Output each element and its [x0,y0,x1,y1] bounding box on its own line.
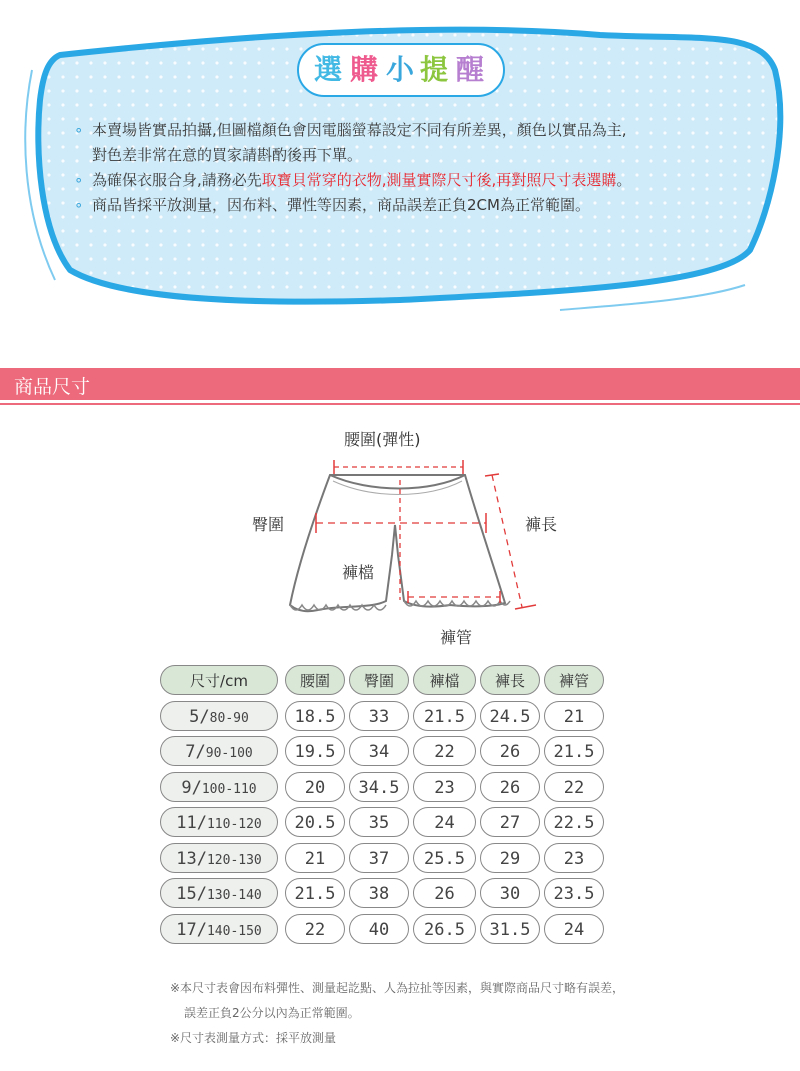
hip-cell: 33 [349,701,409,731]
notice-note-2-highlight-1: 取寶貝常穿的衣物,測量實際尺寸後, [261,171,497,189]
diagram-label-rise: 褲檔 [342,563,375,582]
size-cell [160,914,278,944]
length-cell: 31.5 [480,914,540,944]
notice-note-2-prefix: 為確保衣服合身,請務必先 [92,171,262,189]
header-rise: 褲檔 [413,665,476,695]
hem-cell: 24 [544,914,604,944]
size-cell [160,878,278,908]
length-cell: 24.5 [480,701,540,731]
size-separator: / [196,884,207,904]
waist-cell: 21.5 [285,878,345,908]
notice-note-3-text: 商品皆採平放測量，因布料、彈性等因素，商品誤差正負2CM為正常範圍。 [92,196,590,214]
length-cell: 29 [480,843,540,873]
size-height-range: 90-100 [205,746,253,761]
rise-cell: 24 [413,807,476,837]
hem-cell: 21 [544,701,604,731]
size-separator: / [196,919,207,940]
size-number: 15 [176,884,197,904]
size-height-range: 80-90 [209,710,249,726]
hip-cell: 38 [349,878,409,908]
notice-notes [74,118,774,218]
size-cell [160,843,278,873]
size-height-range: 120-130 [206,852,262,868]
header-size: 尺寸/cm [160,665,278,695]
size-number: 11 [176,813,197,833]
shorts-measurement-diagram [0,405,800,655]
notice-note-2 [74,168,774,193]
notice-note-1-line-2: 對色差非常在意的買家請斟酌後再下單。 [92,146,363,164]
notice-note-2-suffix: 。 [616,171,632,189]
length-cell: 27 [480,807,540,837]
hip-cell: 40 [349,914,409,944]
size-cell [160,736,278,766]
hem-cell: 22.5 [544,807,604,837]
hem-cell: 23.5 [544,878,604,908]
header-hem: 褲管 [544,665,604,695]
diagram-label-waist: 腰圍(彈性) [344,430,421,449]
size-separator: / [199,706,210,727]
waist-cell: 21 [285,843,345,873]
footnote-2: 誤差正負2公分以內為正常範圍。 [184,1006,360,1020]
notice-note-3 [74,193,774,218]
diagram-label-hem: 褲管 [440,628,473,647]
section-title: 商品尺寸 [14,376,91,398]
bullet-icon: ∘ [74,121,84,139]
waist-cell: 18.5 [285,701,345,731]
size-number: 17 [176,919,197,940]
footnote-1: ※本尺寸表會因布料彈性、測量起訖點、人為拉扯等因素，與實際商品尺寸略有誤差， [170,981,625,995]
hip-cell: 35 [349,807,409,837]
waist-cell: 20 [285,772,345,802]
header-waist: 腰圍 [285,665,345,695]
size-separator: / [195,742,206,762]
notice-note-2-highlight-2: 再對照尺寸表選購 [496,171,617,189]
size-number: 13 [176,848,197,869]
bullet-icon: ∘ [74,196,84,214]
waist-cell: 19.5 [285,736,345,766]
size-separator: / [191,777,202,798]
size-height-range: 110-120 [206,817,262,832]
size-height-range: 130-140 [206,888,262,903]
size-separator: / [196,813,207,833]
size-cell [160,701,278,731]
notice-title-char-5: 醒 [456,53,485,86]
waist-cell: 20.5 [285,807,345,837]
notice-note-1 [74,118,774,168]
size-cell [160,772,278,802]
rise-cell: 26.5 [413,914,476,944]
size-separator: / [196,848,207,869]
header-hip: 臀圍 [349,665,409,695]
notice-title-char-3: 小 [386,53,415,86]
hip-cell: 34 [349,736,409,766]
rise-cell: 25.5 [413,843,476,873]
length-cell: 30 [480,878,540,908]
size-number: 5 [189,706,200,727]
header-length: 褲長 [480,665,540,695]
size-height-range: 140-150 [206,923,262,939]
waist-cell: 22 [285,914,345,944]
notice-panel [0,0,800,330]
footnote-3: ※尺寸表測量方式：採平放測量 [170,1031,337,1045]
hem-cell: 23 [544,843,604,873]
hip-cell: 37 [349,843,409,873]
rise-cell: 22 [413,736,476,766]
hip-cell: 34.5 [349,772,409,802]
hem-cell: 22 [544,772,604,802]
rise-cell: 21.5 [413,701,476,731]
notice-title [298,44,504,96]
notice-title-char-1: 選 [314,53,343,86]
rise-cell: 23 [413,772,476,802]
size-cell [160,807,278,837]
bullet-icon: ∘ [74,171,84,189]
rise-cell: 26 [413,878,476,908]
size-number: 7 [185,742,196,762]
size-number: 9 [181,777,192,798]
size-table [160,665,620,955]
diagram-label-length: 褲長 [525,515,558,534]
length-cell: 26 [480,736,540,766]
notice-title-char-2: 購 [350,53,379,86]
size-height-range: 100-110 [201,781,257,797]
hem-cell: 21.5 [544,736,604,766]
length-cell: 26 [480,772,540,802]
notice-title-char-4: 提 [420,53,449,86]
footnotes [170,976,770,1051]
section-header-bar [0,368,800,400]
diagram-label-hip: 臀圍 [252,515,285,534]
notice-note-1-line-1: 本賣場皆實品拍攝,但圖檔顏色會因電腦螢幕設定不同有所差異，顏色以實品為主, [92,121,627,139]
